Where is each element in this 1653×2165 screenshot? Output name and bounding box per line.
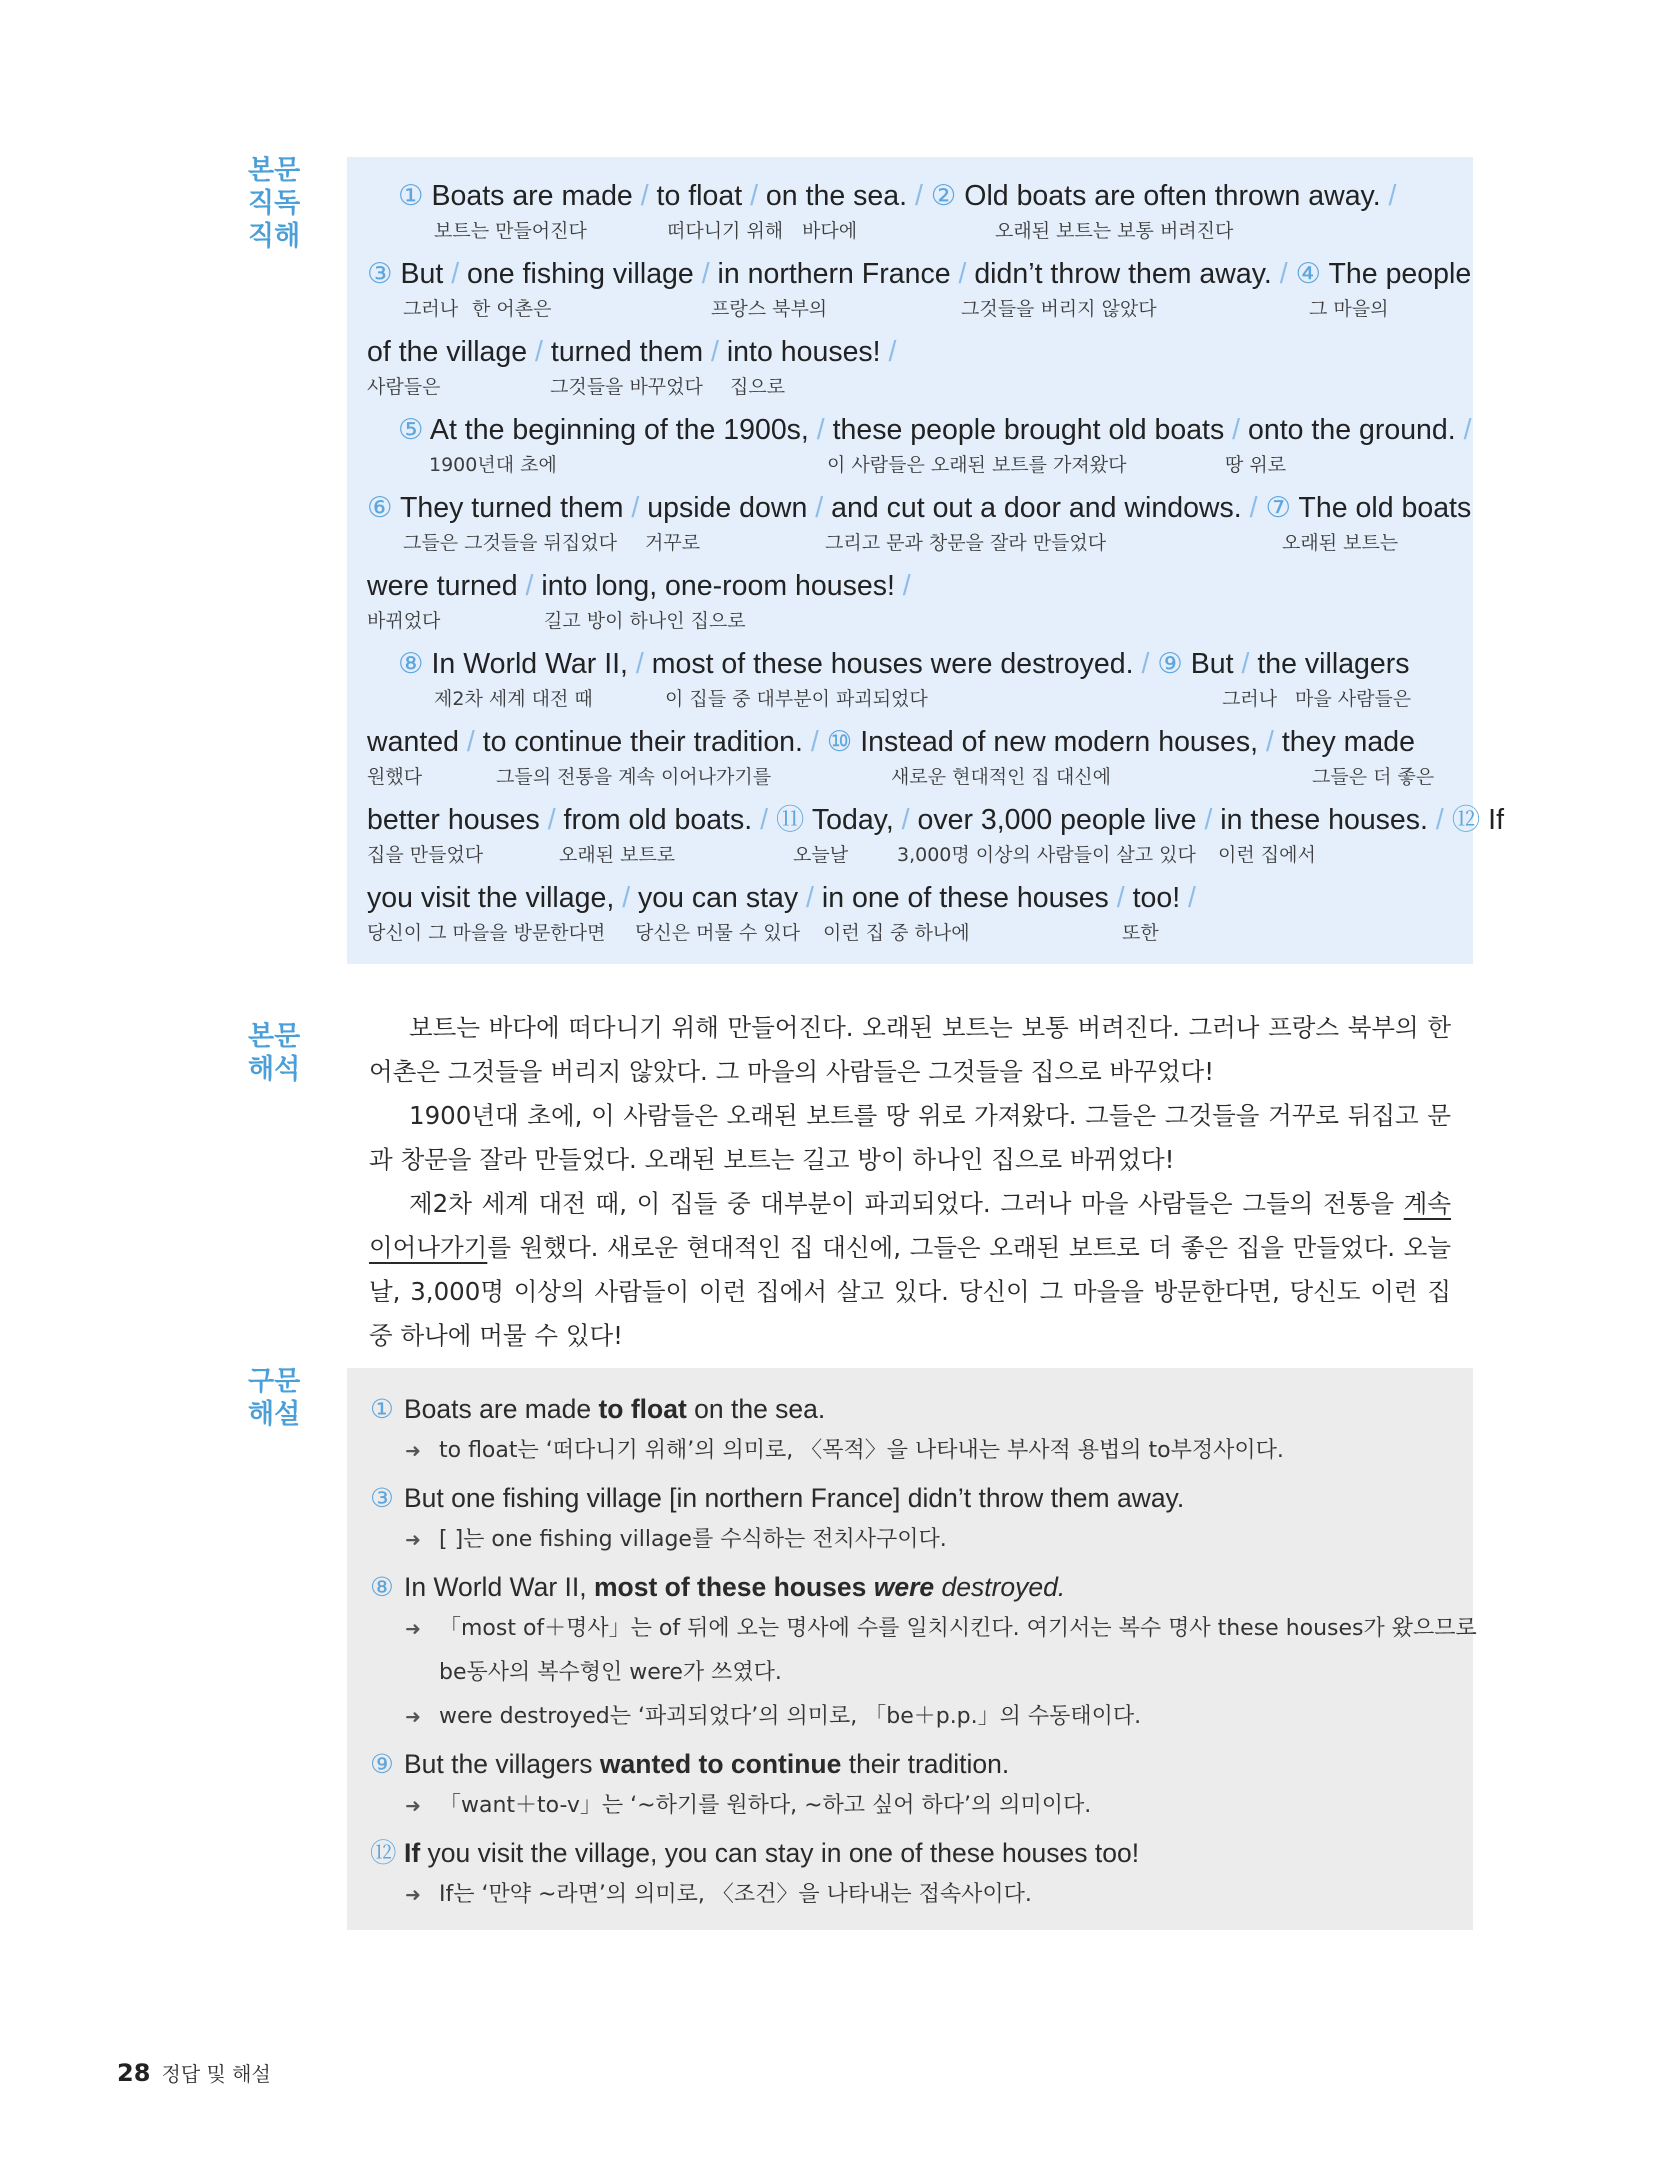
reading-line [347,179,1457,251]
korean-gloss: 거꾸로 [645,532,701,554]
slash-separator: / [815,492,824,524]
korean-gloss: 오래된 보트로 [559,844,676,866]
grammar-sentence [370,1481,1184,1515]
section-label-reading [248,154,308,253]
slash-separator: / [535,336,543,368]
note-text: [ ]는 one fishing village를 수식하는 전치사구이다. [439,1527,947,1552]
slash-separator: / [1463,414,1472,446]
korean-gloss: 제2차 세계 대전 때 [434,688,593,710]
sentence-number: ⑦ [1265,492,1292,524]
grammar-note [405,1702,1141,1732]
slash-separator: / [1116,882,1125,914]
note-text: 「want＋to-v」는 ‘~하기를 원하다, ~하고 싶어 하다’의 의미이다. [439,1793,1092,1818]
text-fragment: In World War II, [404,1572,594,1602]
english-line: ⑧ In World War II, / most of these houses were destroyed. / ⑨ But / the villagers [398,648,1410,680]
slash-separator: / [816,414,825,446]
english-line: ⑤ At the beginning of the 1900s, / these people brought old boats / onto the ground. / [398,414,1472,446]
label-line: 직독 [248,188,301,219]
sentence-number: ③ [370,1483,394,1513]
slash-separator: / [1265,726,1274,758]
text-fragment: But one fishing village [in northern France] didn’t throw them away. [404,1483,1185,1513]
english-line: of the village / turned them / into houses! / [367,336,897,368]
english-line: were turned / into long, one-room houses! / [367,570,911,602]
label-line: 직해 [248,221,301,252]
grammar-note [405,1614,1477,1644]
label-line: 구문 [248,1366,301,1397]
korean-gloss: 프랑스 북부의 [711,298,828,320]
note-text: be동사의 복수형인 were가 쓰였다. [439,1660,782,1685]
korean-gloss: 이 집들 중 대부분이 파괴되었다 [665,688,928,710]
reading-line [347,881,1457,953]
slash-separator: / [1279,258,1288,290]
grammar-note [405,1436,1284,1466]
arrow-icon: ➜ [405,1706,421,1728]
text-fragment: But the villagers [404,1749,600,1779]
arrow-icon: ➜ [405,1440,421,1462]
translation-text [369,1006,1451,1358]
text-fragment: their tradition. [841,1749,1010,1779]
english-line: you visit the village, / you can stay / in one of these houses / too! / [367,882,1196,914]
korean-gloss: 3,000명 이상의 사람들이 살고 있다 [897,844,1196,866]
korean-gloss: 당신이 그 마을을 방문한다면 [367,922,606,944]
english-line: ① Boats are made / to float / on the sea. / ② Old boats are often thrown away. / [398,180,1397,212]
english-line: better houses / from old boats. / ⑪ Today, / over 3,000 people live / in these houses. / ⑫ If [367,804,1504,836]
korean-gloss: 이런 집에서 [1218,844,1316,866]
reading-line [347,491,1472,563]
grammar-sentence [370,1836,1139,1870]
korean-gloss: 또한 [1122,922,1159,944]
sentence-number: ⑩ [826,726,853,758]
arrow-icon: ➜ [405,1618,421,1640]
slash-separator: / [466,726,475,758]
korean-gloss: 이런 집 중 하나에 [823,922,970,944]
note-text: were destroyed는 ‘파괴되었다’의 의미로, 「be＋p.p.」의 수동태이다. [439,1704,1142,1729]
slash-separator: / [1141,648,1150,680]
note-text: to float는 ‘떠다니기 위해’의 의미로, 〈목적〉을 나타내는 부사적 용법의 to부정사이다. [439,1438,1284,1463]
sentence-number: ⑤ [398,414,424,446]
english-line: ⑥ They turned them / upside down / and cut out a door and windows. / ⑦ The old boats [367,492,1472,524]
arrow-icon: ➜ [405,1884,421,1906]
slash-separator: / [451,258,460,290]
slash-separator: / [701,258,710,290]
bold-phrase: to float [598,1394,687,1424]
korean-gloss: 떠다니기 위해 [667,220,784,242]
slash-separator: / [958,258,967,290]
korean-gloss: 그들은 그것들을 뒤집었다 [403,532,617,554]
slash-separator: / [750,180,758,212]
page-footer [117,2058,271,2087]
label-line: 본문 [248,155,301,186]
slash-separator: / [547,804,556,836]
grammar-note [405,1880,1032,1910]
slash-separator: / [1204,804,1213,836]
sentence-number: ⑨ [1157,648,1183,680]
korean-gloss: 이 사람들은 오래된 보트를 가져왔다 [827,454,1127,476]
arrow-icon: ➜ [405,1529,421,1551]
korean-gloss: 그들의 전통을 계속 이어나가기를 [496,766,772,788]
translation-paragraph: 1900년대 초에, 이 사람들은 오래된 보트를 땅 위로 가져왔다. 그들은 그것들을 거꾸로 뒤집고 문과 창문을 잘라 만들었다. 오래된 보트는 길고 방이 하나인 집으로 바뀌었다! [369,1101,1451,1174]
slash-separator: / [1241,648,1250,680]
reading-line [347,413,1472,485]
sentence-number: ② [930,180,957,212]
korean-gloss: 집을 만들었다 [367,844,484,866]
korean-gloss: 그들은 더 좋은 [1312,766,1435,788]
grammar-note-continued [439,1658,782,1688]
sentence-number: ⑧ [370,1572,394,1602]
korean-gloss: 그것들을 버리지 않았다 [961,298,1157,320]
underlined-phrase: 계속 이어나가기 [369,1189,1451,1262]
sentence-number: ① [370,1394,394,1424]
korean-gloss: 오래된 보트는 [1282,532,1399,554]
slash-separator: / [622,882,631,914]
sentence-number: ⑪ [775,804,805,836]
slash-separator: / [640,180,649,212]
slash-separator: / [1388,180,1397,212]
arrow-icon: ➜ [405,1795,421,1817]
bold-phrase: If [404,1838,421,1868]
reading-line [347,569,1457,641]
korean-gloss: 그리고 문과 창문을 잘라 만들었다 [825,532,1107,554]
section-label-grammar [248,1365,308,1431]
bold-phrase: wanted to continue [599,1749,842,1779]
korean-gloss: 그것들을 바꾸었다 [550,376,703,398]
korean-gloss: 길고 방이 하나인 집으로 [544,610,746,632]
reading-line [347,803,1504,875]
grammar-note [405,1525,947,1555]
english-line: wanted / to continue their tradition. / ⑩ Instead of new modern houses, / they made [367,726,1415,758]
reading-line [347,647,1457,719]
sentence-number: ⑥ [367,492,393,524]
korean-gloss: 새로운 현대적인 집 대신에 [891,766,1112,788]
sentence-number: ⑧ [398,648,424,680]
bold-phrase: most of these houses [593,1572,874,1602]
korean-gloss: 보트는 만들어진다 [434,220,587,242]
grammar-sentence [370,1747,1009,1781]
slash-separator: / [635,648,644,680]
slash-separator: / [631,492,640,524]
slash-separator: / [901,804,910,836]
footer-title: 정답 및 해설 [161,2062,271,2086]
korean-gloss: 그러나 [1222,688,1278,710]
grammar-note [405,1791,1091,1821]
sentence-number: ⑨ [370,1749,394,1779]
italic-word: destroyed. [934,1572,1066,1602]
reading-line [347,257,1472,329]
grammar-sentence [370,1570,1065,1604]
slash-separator: / [810,726,819,758]
english-line: ③ But / one fishing village / in northern France / didn’t throw them away. / ④ The people [367,258,1472,290]
korean-gloss: 원했다 [367,766,423,788]
translation-paragraph [369,1182,1451,1358]
note-text: 「most of＋명사」는 of 뒤에 오는 명사에 수를 일치시킨다. 여기서는 복수 명사 these houses가 왔으므로 [439,1616,1477,1641]
korean-gloss: 그 마을의 [1309,298,1389,320]
grammar-box [347,1368,1477,1930]
korean-gloss: 바다에 [802,220,858,242]
sentence-number: ⑫ [1451,804,1481,836]
slash-separator: / [806,882,814,914]
label-line: 해석 [248,1054,301,1085]
label-line: 본문 [248,1021,301,1052]
translation-paragraph: 보트는 바다에 떠다니기 위해 만들어진다. 오래된 보트는 보통 버려진다. 그러나 프랑스 북부의 한 어촌은 그것들을 버리지 않았다. 그 마을의 사람들은 그것들을 집으로 바꾸었다! [369,1013,1451,1086]
text-fragment: Boats are made [404,1394,599,1424]
slash-separator: / [888,336,897,368]
text-fragment: on the sea. [686,1394,826,1424]
text-fragment: you visit the village, you can stay in one of these houses too! [420,1838,1140,1868]
korean-gloss: 오래된 보트는 보통 버려진다 [995,220,1234,242]
sentence-number: ① [398,180,424,212]
slash-separator: / [1232,414,1241,446]
label-line: 해설 [248,1399,301,1430]
korean-gloss: 한 어촌은 [472,298,552,320]
slash-separator: / [710,336,719,368]
text-fragment: 제2차 세계 대전 때, 이 집들 중 대부분이 파괴되었다. 그러나 마을 사람들은 그들의 전통을 [409,1189,1404,1218]
slash-separator: / [914,180,923,212]
korean-gloss: 사람들은 [367,376,441,398]
reading-box [347,157,1504,964]
note-text: If는 ‘만약 ~라면’의 의미로, 〈조건〉을 나타내는 접속사이다. [439,1882,1032,1907]
section-label-translation [248,1020,308,1086]
korean-gloss: 당신은 머물 수 있다 [635,922,800,944]
sentence-number: ③ [367,258,393,290]
text-fragment: 를 원했다. 새로운 현대적인 집 대신에, 그들은 오래된 보트로 더 좋은 집을 만들었다. 오늘날, 3,000명 이상의 사람들이 이런 집에서 살고 있다. 당신이 그 마을을 방문한다면, 당신도 이런 집 중 하나에 머물 수 있다! [369,1233,1451,1350]
grammar-sentence [370,1392,825,1426]
slash-separator: / [760,804,768,836]
reading-line [347,725,1457,797]
slash-separator: / [1249,492,1258,524]
slash-separator: / [525,570,534,602]
sentence-number: ⑫ [370,1838,397,1868]
bold-italic-word: were [873,1572,935,1602]
korean-gloss: 오늘날 [793,844,849,866]
korean-gloss: 1900년대 초에 [429,454,557,476]
slash-separator: / [902,570,911,602]
sentence-number: ④ [1295,258,1322,290]
korean-gloss: 집으로 [730,376,786,398]
korean-gloss: 그러나 [403,298,459,320]
page-number: 28 [117,2059,151,2087]
korean-gloss: 땅 위로 [1225,454,1287,476]
slash-separator: / [1188,882,1196,914]
korean-gloss: 마을 사람들은 [1295,688,1412,710]
korean-gloss: 바뀌었다 [367,610,441,632]
reading-line [347,335,1457,407]
slash-separator: / [1435,804,1444,836]
